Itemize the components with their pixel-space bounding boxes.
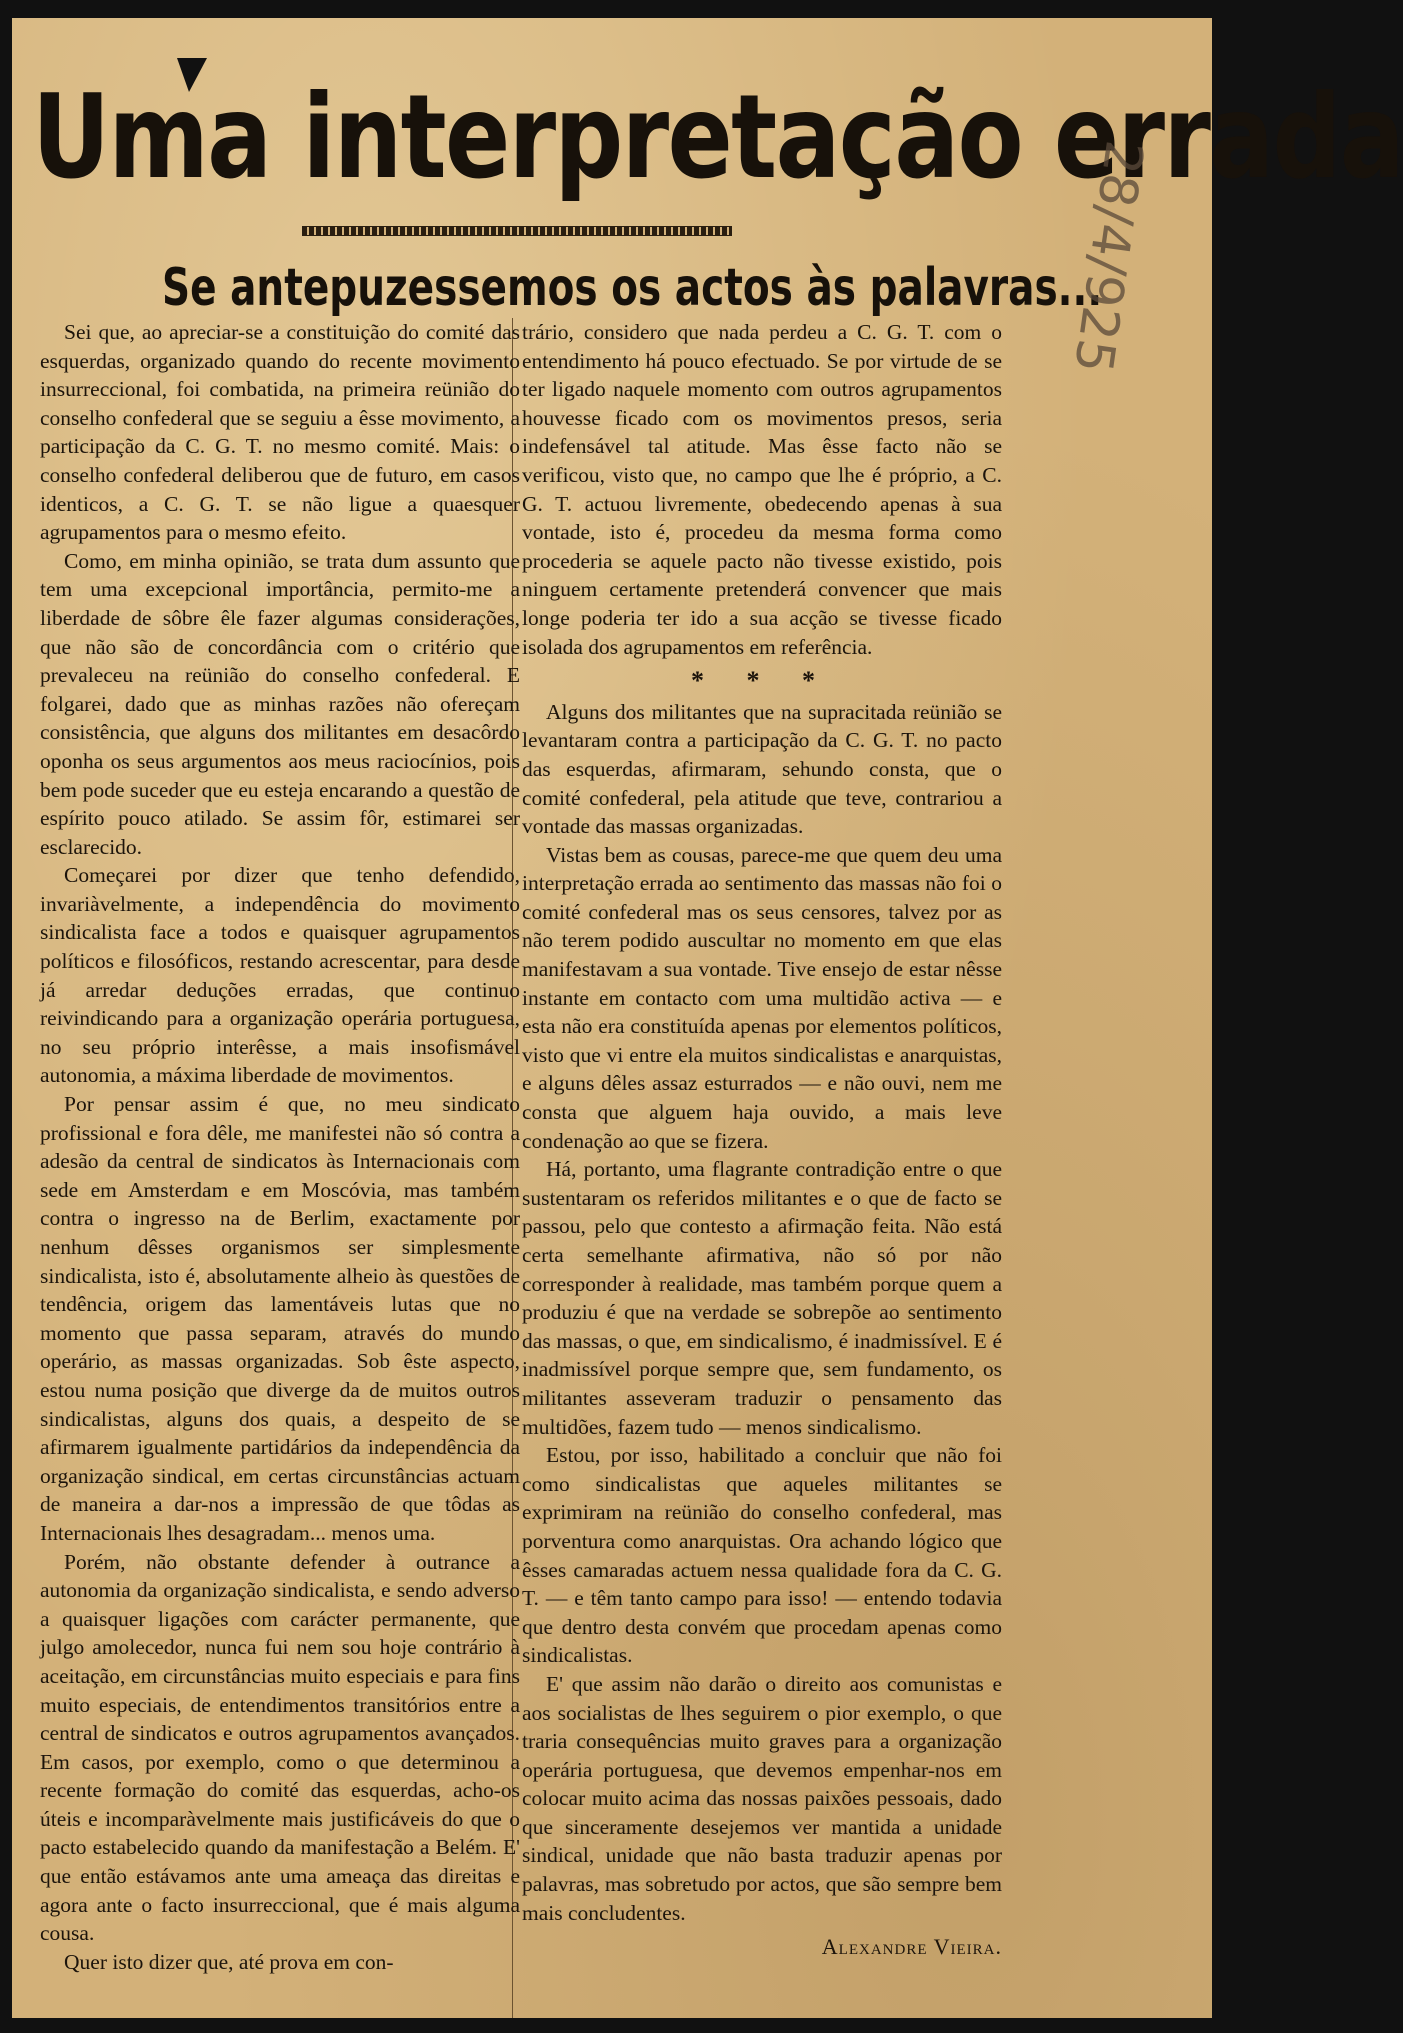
paragraph: E' que assim não darão o direito aos comunistas e aos socialistas de lhes seguirem o pior exemplo, o que traria consequências muito graves para a organização operária portuguesa, que devemos empenhar-nos em colocar muito acima das nossas paixões pessoais, dado que sinceramente desejemos ver mantida a unidade sindical, unidade que não basta traduzir apenas por palavras, mas sobretudo por actos, que são sempre bem mais concludentes. [522, 1671, 1002, 1925]
subheadline: Se antepuzessemos os actos às palavras... [162, 258, 1103, 318]
handwritten-date: 28/4/925 [1061, 136, 1154, 377]
paragraph: Começarei por dizer que tenho defendido, invariàvelmente, a independência do movimento sindicalista face a todos e quaisquer agrupamentos políticos e filosóficos, restando acrescentar, para desde já arredar deduções erradas, que continuo reivindicando para a organização operária portuguesa, no seu próprio interêsse, a mais insofismável autonomia, a máxima liberdade de movimentos. [40, 863, 520, 1088]
paragraph: Como, em minha opinião, se trata dum assunto que tem uma excepcional importância, permito-me a liberdade de sôbre êle fazer algumas considerações, que não são de concordância com o critério que prevaleceu na reünião do conselho confederal. E folgarei, dado que as minhas razões não ofereçam consistência, que alguns dos militantes em desacôrdo oponha os seus argumentos aos meus raciocínios, pois bem pode suceder que eu esteja encarando a questão de espírito pouco atilado. Se assim fôr, estimarei ser esclarecido. [40, 548, 520, 859]
right-column [522, 318, 1002, 1962]
paragraph: Há, portanto, uma flagrante contradição entre o que sustentaram os referidos militantes e o que de facto se passou, pelo que contesto a afirmação feita. Não está certa semelhante afirmativa, não só por não corresponder à realidade, mas também porque quem a produziu é que na verdade se sobrepõe ao sentimento das massas, o que, em sindicalismo, é inadmissível. E é inadmissível porque sempre que, sem fundamento, os militantes asseveram traduzir o pensamento das multidões, fazem tudo — menos sindicalismo. [522, 1157, 1002, 1439]
paragraph: Estou, por isso, habilitado a concluir que não foi como sindicalistas que aqueles militantes se exprimiram na reünião do conselho confederal, mas porventura como anarquistas. Ora achando lógico que êsses camaradas actuem nessa qualidade fora da C. G. T. — e têm tanto campo para isso! — entendo todavia que dentro desta convém que procedam apenas como sindicalistas. [522, 1443, 1002, 1668]
author-signature: Alexandre Vieira. [821, 1934, 1002, 1960]
left-column [40, 318, 520, 1976]
paragraph: Alguns dos militantes que na supracitada reünião se levantaram contra a participação da C. G. T. no pacto das esquerdas, afirmaram, sehundo consta, que o comité confederal, pela atitude que teve, contrariou a vontade das massas organizadas. [522, 699, 1002, 839]
paragraph: trário, considero que nada perdeu a C. G. T. com o entendimento há pouco efectuado. Se por virtude de se ter ligado naquele momento com outros agrupamentos houvesse ficado com os movimentos presos, seria indefensável tal atitude. Mas êsse facto não se verificou, visto que, no campo que lhe é próprio, a C. G. T. actuou livremente, obedecendo apenas à sua vontade, isto é, procedeu da mesma forma como procederia se aquele pacto não tivesse existido, pois ninguem certamente pretenderá convencer que mais longe poderia ter ido a sua acção se tivesse ficado isolada dos agrupamentos em referência. [522, 320, 1002, 659]
paragraph: Quer isto dizer que, até prova em con- [64, 1949, 394, 1974]
paragraph: Porém, não obstante defender à outrance a autonomia da organização sindicalista, e sendo adverso a quaisquer ligações com carácter permanente, que julgo amolecedor, nunca fui nem sou hoje contrário à aceitação, em circunstâncias muito especiais e para fins muito especiais, de entendimentos transitórios entre a central de sindicatos e outros agrupamentos avançados. Em casos, por exemplo, como o que determinou a recente formação do comité das esquerdas, acho-os úteis e incomparàvelmente mais justificáveis do que o pacto estabelecido quando da manifestação a Belém. E' que então estávamos ante uma ameaça das direitas e agora ante o facto insurreccional, que é mais alguma cousa. [40, 1549, 520, 1946]
paragraph: Sei que, ao apreciar-se a constituição do comité das esquerdas, organizado quando do recente movimento insurreccional, foi combatida, na primeira reünião do conselho confederal que se seguiu a êsse movimento, a participação da C. G. T. no mesmo comité. Mais: o conselho confederal deliberou que de futuro, em casos identicos, a C. G. T. se não ligue a quaesquer agrupamentos para o mesmo efeito. [40, 320, 520, 545]
section-separator: * * * [691, 666, 833, 696]
paragraph: Vistas bem as cousas, parece-me que quem deu uma interpretação errada ao sentimento das massas não foi o comité confederal mas os seus censores, talvez por as não terem podido auscultar no momento em que elas manifestavam a sua vontade. Tive ensejo de estar nêsse instante em contacto com uma multidão activa — e esta não era constituída apenas por elementos políticos, visto que vi entre ela muitos sindicalistas e anarquistas, e alguns dêles assaz esturrados — e não ouvi, nem me consta que alguem haja ouvido, a mais leve condenação ao que se fizera. [522, 842, 1002, 1153]
paragraph: Por pensar assim é que, no meu sindicato profissional e fora dêle, me manifestei não só contra a adesão da central de sindicatos às Internacionais com sede em Amsterdam e em Moscóvia, mas também contra o ingresso na de Berlim, exactamente por nenhum dêsses organismos ser simplesmente sindicalista, isto é, absolutamente alheio às questões de tendência, origem das lamentáveis lutas que no momento que passa separam, através do mundo operário, as massas organizadas. Sob êste aspecto, estou numa posição que diverge da de muitos outros sindicalistas, alguns dos quais, a despeito de se afirmarem igualmente partidários da independência da organização sindical, em certas circunstâncias actuam de maneira a dar-nos a impressão de que tôdas as Internacionais lhes desagradam... menos uma. [40, 1092, 520, 1545]
headline: Uma interpretação errada [32, 70, 1403, 205]
ornamental-rule [302, 226, 732, 236]
newspaper-clipping [12, 18, 1403, 2018]
